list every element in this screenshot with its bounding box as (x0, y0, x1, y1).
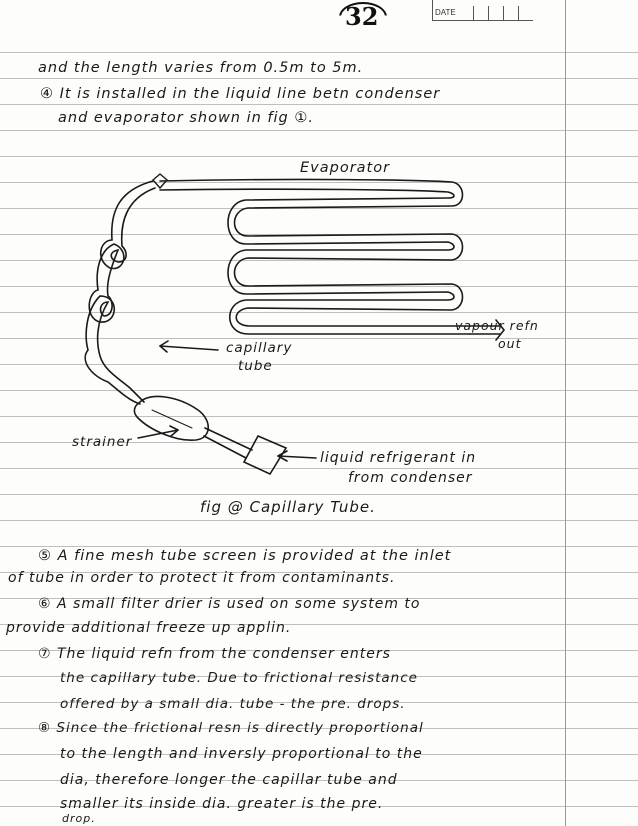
date-label: DATE (435, 8, 456, 17)
text-line: ⑤ A fine mesh tube screen is provided at the inlet (38, 548, 452, 564)
capillary-arrow (160, 346, 218, 350)
page-number: 32 (345, 2, 379, 31)
text-line: ④ It is installed in the liquid line betn condenser (40, 86, 441, 102)
vapour-label-out: out (498, 336, 522, 351)
evaporator-coil-outer (160, 179, 470, 326)
text-line: smaller its inside dia. greater is the pre. (60, 796, 384, 812)
capillary-label-tube: tube (238, 358, 273, 374)
figure-caption: fig @ Capillary Tube. (200, 498, 376, 516)
text-line: to the length and inversly proportional to the (60, 746, 423, 762)
vapour-label: vapour refn (455, 318, 539, 333)
text-line: of tube in order to protect it from contaminants. (8, 570, 396, 586)
text-line: and the length varies from 0.5m to 5m. (38, 60, 364, 76)
strainer-label: strainer (72, 434, 133, 450)
text-line: ⑥ A small filter drier is used on some system to (38, 596, 421, 612)
text-line: dia, therefore longer the capillar tube and (60, 772, 398, 788)
text-line: ⑦ The liquid refn from the condenser enters (38, 646, 391, 662)
liquid-inlet-arrow (278, 456, 316, 458)
liquid-inlet-label: liquid refrigerant in (320, 450, 477, 466)
text-line: the capillary tube. Due to frictional resistance (60, 670, 418, 686)
evaporator-label: Evaporator (300, 160, 391, 176)
liquid-inlet-label-source: from condenser (348, 470, 473, 486)
evaporator-coil-inner (160, 189, 470, 334)
text-line: drop. (62, 812, 96, 825)
capillary-coil-inner (98, 188, 155, 402)
capillary-coil-outer (85, 181, 153, 404)
text-line: offered by a small dia. tube - the pre. drops. (60, 696, 406, 712)
strainer-tube (204, 428, 252, 458)
text-line: provide additional freeze up applin. (6, 620, 292, 636)
capillary-label: capillary (226, 340, 293, 356)
strainer-mesh (152, 410, 192, 428)
text-line: ⑧ Since the frictional resn is directly proportional (38, 720, 424, 736)
text-line: and evaporator shown in fig ①. (58, 110, 314, 126)
